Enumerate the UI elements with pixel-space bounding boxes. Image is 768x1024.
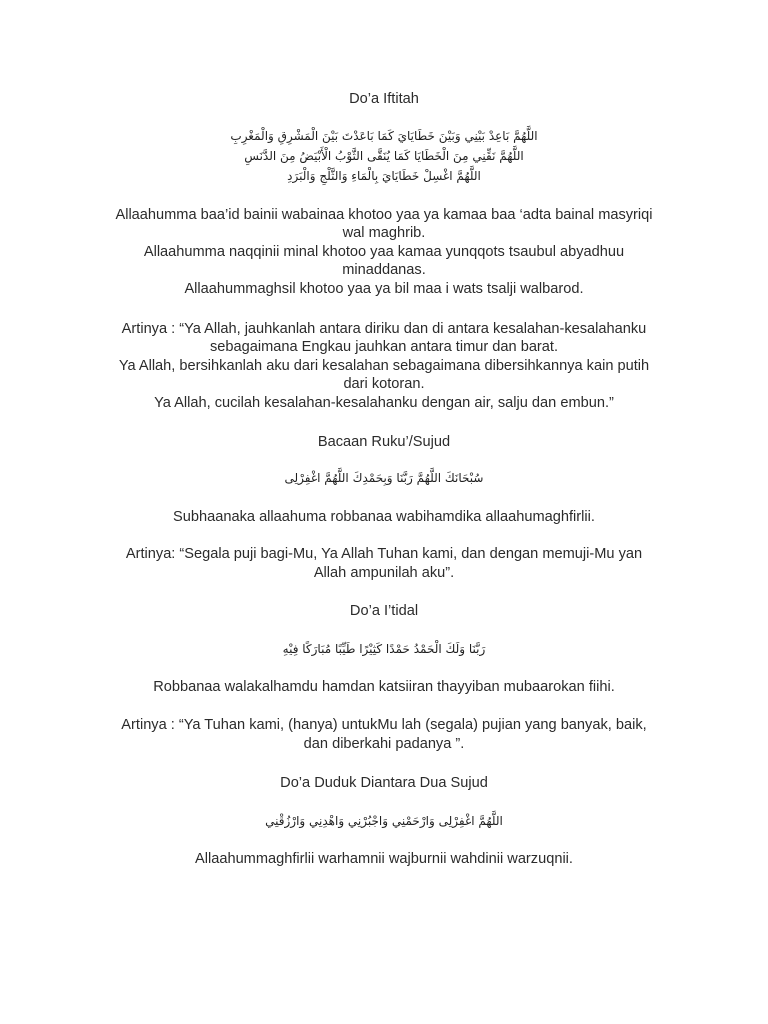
arabic-line: اللَّهُمَّ اغْسِلْ خَطَايَايَ بِالْمَاءِ وَالثَّلْجِ وَالْبَرَدِ xyxy=(287,169,481,183)
transliteration-line: Allaahumma naqqinii minal khotoo yaa kamaa yunqqots tsaubul abyadhuu xyxy=(143,244,625,260)
section-title-ruku: Bacaan Ruku’/Sujud xyxy=(317,434,451,450)
transliteration-line: Allaahummaghfirlii warhamnii wajburnii wahdinii warzuqnii. xyxy=(195,851,573,867)
arabic-line: اللَّهُمَّ نَقِّنِي مِنَ الْخَطَايَا كَمَا يُنَقَّى الثَّوْبُ الْأَبْيَضُ مِنَ الدَّنَسِ xyxy=(244,149,524,163)
arabic-line: اللَّهُمَّ اغْفِرْلِى وَارْحَمْنِي وَاجْبُرْنِي وَاهْدِنِي وَارْزُقْنِي xyxy=(265,814,503,828)
transliteration-line: Allaahummaghsil khotoo yaa ya bil maa i wats tsalji walbarod. xyxy=(184,281,584,297)
arabic-line: سُبْحَانَكَ اللَّهُمَّ رَبَّنَا وَبِحَمْدِكَ اللَّهُمَّ اغْفِرْلِى xyxy=(284,471,484,485)
transliteration-line: Robbanaa walakalhamdu hamdan katsiiran thayyiban mubaarokan fiihi. xyxy=(153,679,615,695)
meaning-line: Ya Allah, cucilah kesalahan-kesalahanku dengan air, salju dan embun.” xyxy=(154,395,614,411)
meaning-line: Artinya : “Ya Tuhan kami, (hanya) untukMu lah (segala) pujian yang banyak, baik, xyxy=(121,717,647,733)
meaning-line: dari kotoran. xyxy=(343,376,425,392)
meaning-line: sebagaimana Engkau jauhkan antara timur dan barat. xyxy=(209,339,559,355)
meaning-line: dan diberkahi padanya ”. xyxy=(303,736,465,752)
transliteration-line: minaddanas. xyxy=(342,262,426,278)
arabic-line: رَبَّنَا وَلَكَ الْحَمْدُ حَمْدًا كَثِيْرًا طَيِّبًا مُبَارَكًا فِيْهِ xyxy=(282,642,486,656)
transliteration-line: wal maghrib. xyxy=(342,225,426,241)
arabic-line: اللَّهُمَّ بَاعِدْ بَيْنِي وَبَيْنَ خَطَايَايَ كَمَا بَاعَدْتَ بَيْنَ الْمَشْرِقِ وَالْمَغْرِبِ xyxy=(230,129,538,143)
section-title-itidal: Do’a I’tidal xyxy=(349,603,419,619)
meaning-line: Artinya : “Ya Allah, jauhkanlah antara diriku dan di antara kesalahan-kesalahanku xyxy=(121,321,647,337)
section-title-iftitah: Do’a Iftitah xyxy=(349,91,419,107)
meaning-line: Allah ampunilah aku”. xyxy=(313,565,455,581)
meaning-line: Artinya: “Segala puji bagi-Mu, Ya Allah Tuhan kami, dan dengan memuji-Mu yan xyxy=(125,546,643,562)
transliteration-line: Allaahumma baa’id bainii wabainaa khotoo yaa ya kamaa baa ‘adta bainal masyriqi xyxy=(115,207,653,223)
transliteration-line: Subhaanaka allaahuma robbanaa wabihamdika allaahumaghfirlii. xyxy=(173,509,595,525)
section-title-duduk: Do’a Duduk Diantara Dua Sujud xyxy=(280,775,488,791)
meaning-line: Ya Allah, bersihkanlah aku dari kesalahan sebagaimana dibersihkannya kain putih xyxy=(118,358,650,374)
